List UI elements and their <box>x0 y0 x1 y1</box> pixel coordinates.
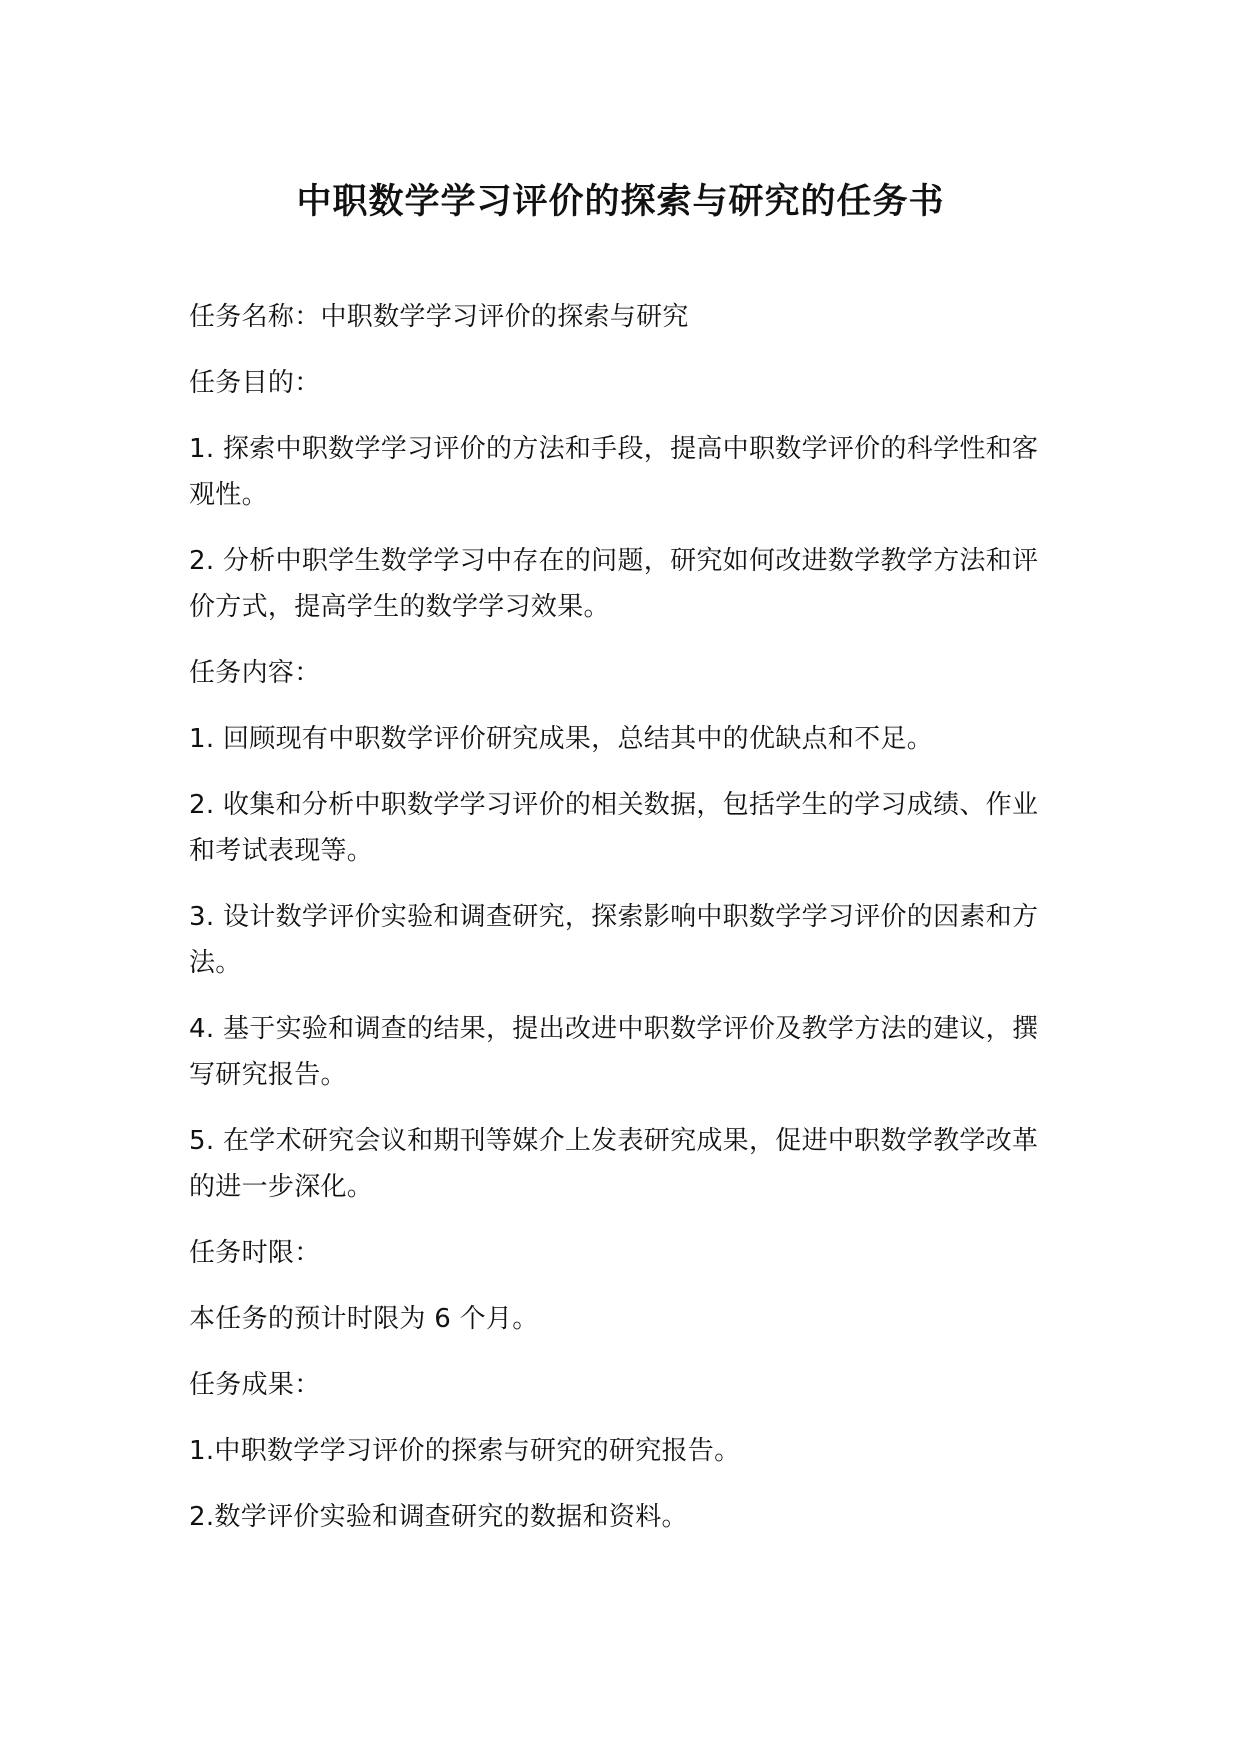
deadline-text: 本任务的预计时限为 6 个月。 <box>189 1304 539 1334</box>
heading-task-results: 任务成果： <box>189 1370 321 1400</box>
heading-task-content: 任务内容： <box>189 658 321 688</box>
results-item-2: 2.数学评价实验和调查研究的数据和资料。 <box>189 1502 688 1532</box>
purpose-item-2: 2. 分析中职学生数学学习中存在的问题，研究如何改进数学教学方法和评价方式，提高学生的数学学习效果。 <box>189 546 1039 622</box>
purpose-item-1: 1. 探索中职数学学习评价的方法和手段，提高中职数学评价的科学性和客观性。 <box>189 434 1039 510</box>
results-item-1: 1.中职数学学习评价的探索与研究的研究报告。 <box>189 1436 741 1466</box>
document-body <box>189 294 1041 1560</box>
paragraph-task-name: 任务名称：中职数学学习评价的探索与研究 <box>189 302 689 332</box>
content-item-5: 5. 在学术研究会议和期刊等媒介上发表研究成果，促进中职数学教学改革的进一步深化。 <box>189 1126 1039 1202</box>
heading-task-deadline: 任务时限： <box>189 1238 321 1268</box>
content-item-4: 4. 基于实验和调查的结果，提出改进中职数学评价及教学方法的建议，撰写研究报告。 <box>189 1014 1039 1090</box>
content-item-1: 1. 回顾现有中职数学评价研究成果，总结其中的优缺点和不足。 <box>189 724 934 754</box>
document-title: 中职数学学习评价的探索与研究的任务书 <box>296 182 945 222</box>
content-item-2: 2. 收集和分析中职数学学习评价的相关数据，包括学生的学习成绩、作业和考试表现等。 <box>189 790 1039 866</box>
heading-task-purpose: 任务目的： <box>189 368 321 398</box>
content-item-3: 3. 设计数学评价实验和调查研究，探索影响中职数学学习评价的因素和方法。 <box>189 902 1039 978</box>
